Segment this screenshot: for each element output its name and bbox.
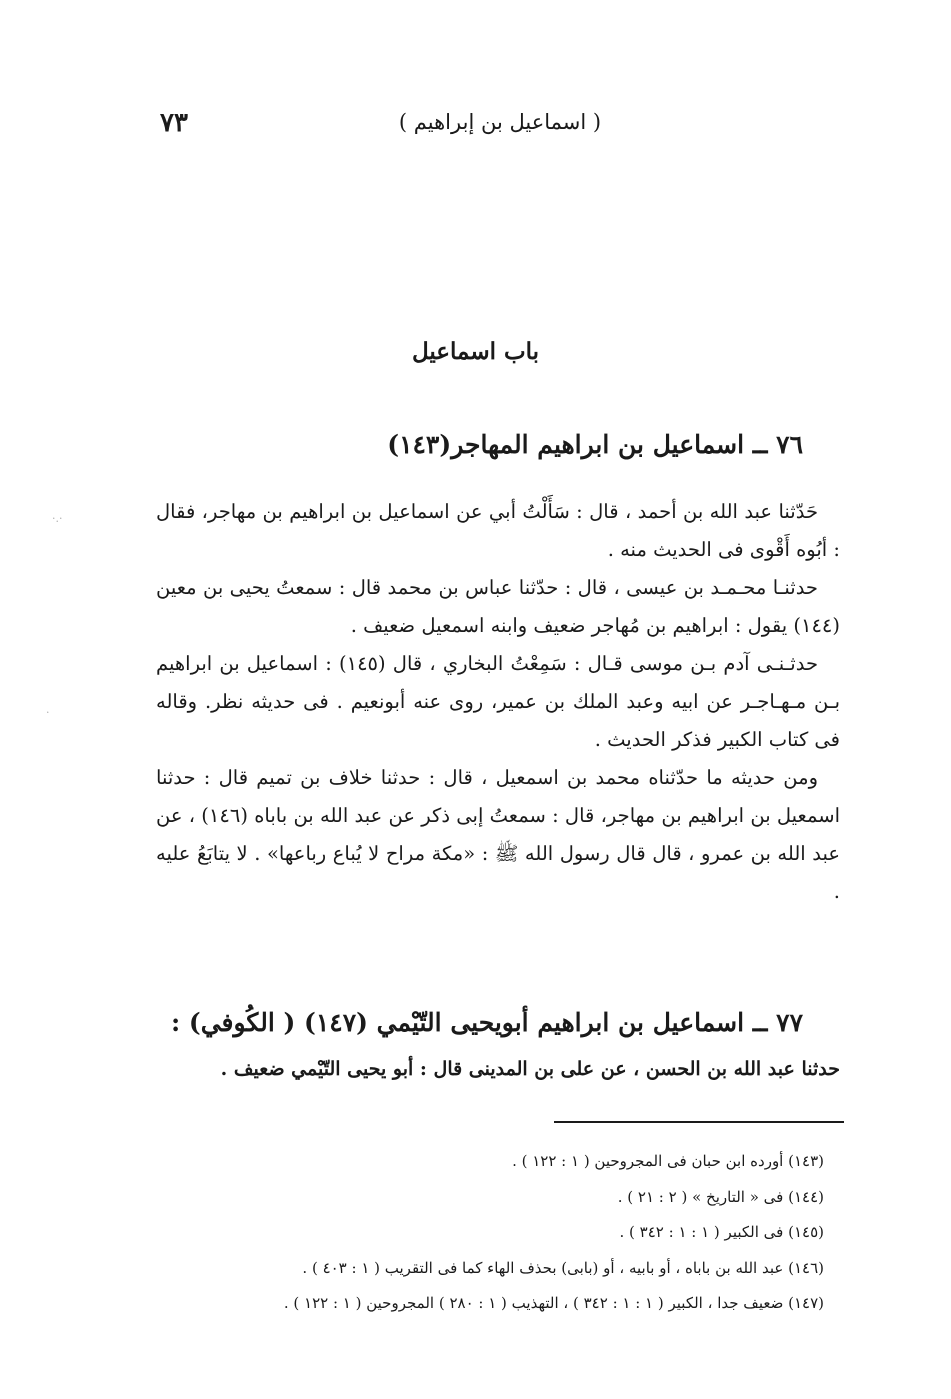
footnotes [156, 1144, 824, 1322]
entry-heading-76: ٧٦ ــ اسماعيل بن ابراهيم المهاجر(١٤٣) [387, 430, 803, 459]
paragraph: ومن حديثه ما حدّثناه محمد بن اسمعيل ، قال : حدثنا خلاف بن تميم قال : حدثنا اسمعيل بن ابراهيم بن مهاجر، قال : سمعتُ إبى ذكر عن عبد الله بن باباه (١٤٦) ، عن عبد الله بن عمرو ، قال قال رسول الله ﷺ : «مكة مراح لا يُباع رباعها» . لا يتابَعُ عليه . [156, 766, 840, 903]
paragraph: حدثنـا محـمـد بن عيسى ، قال : حدّثنا عباس بن محمد قال : سمعتُ يحيى بن معين (١٤٤) يقول : ابراهيم بن مُهاجر ضعيف وابنه اسمعيل ضعيف . [156, 576, 840, 637]
page-number: ٧٣ [160, 108, 188, 138]
entry-body-76 [156, 493, 840, 911]
footnote-147: (١٤٧) ضعيف جدا ، الكبير ( ١ : ١ : ٣٤٢ ) ، التهذيب ( ١ : ٢٨٠ ) المجروحين ( ١ : ١٢٢ ) . [283, 1294, 824, 1312]
entry-body-77 [156, 1050, 840, 1088]
scan-speck: · [46, 706, 50, 719]
entry-heading-77: ٧٧ ــ اسماعيل بن ابراهيم أبويحيى التّيْمي (١٤٧) ( الكُوفي) : [170, 1008, 803, 1037]
footnote-145: (١٤٥) فى الكبير ( ١ : ١ : ٣٤٢ ) . [619, 1223, 824, 1241]
footnote-143: (١٤٣) أورده ابن حبان فى المجروحين ( ١ : ١٢٢ ) . [512, 1152, 824, 1170]
paragraph: حدثنا عبد الله بن الحسن ، عن على بن المدينى قال : أبو يحيى التّيْمي ضعيف . [220, 1058, 840, 1080]
paragraph: حدثـنـى آدم بـن موسى قـال : سَمِعْتُ البخاري ، قال (١٤٥) : اسماعيل بن ابراهيم بـن مـهـاجـر عن ابيه وعبد الملك بن عمير، روى عنه أبونعيم . فى حديثه نظر. وقاله فى كتاب الكبير فذكر الحديث . [156, 652, 841, 751]
running-header [150, 108, 850, 148]
scan-speck: ·.· [52, 512, 63, 525]
footnote-separator [554, 1121, 844, 1123]
chapter-title: باب اسماعيل [411, 338, 540, 365]
footnote-146: (١٤٦) عبد الله بن باباه ، أو بابيه ، أو (بابى) بحذف الهاء كما فى التقريب ( ١ : ٤٠٣ ) . [302, 1258, 824, 1277]
running-title: ( اسماعيل بن إبراهيم ) [398, 110, 602, 134]
footnote-144: (١٤٤) فى « التاريخ » ( ٢ : ٢١ ) . [617, 1187, 824, 1206]
paragraph: حَدّثنا عبد الله بن أحمد ، قال : سَأَلْتُ أبي عن اسماعيل بن ابراهيم بن مهاجر، فقال : أبُوه أَقْوى فى الحديث منه . [156, 500, 840, 561]
